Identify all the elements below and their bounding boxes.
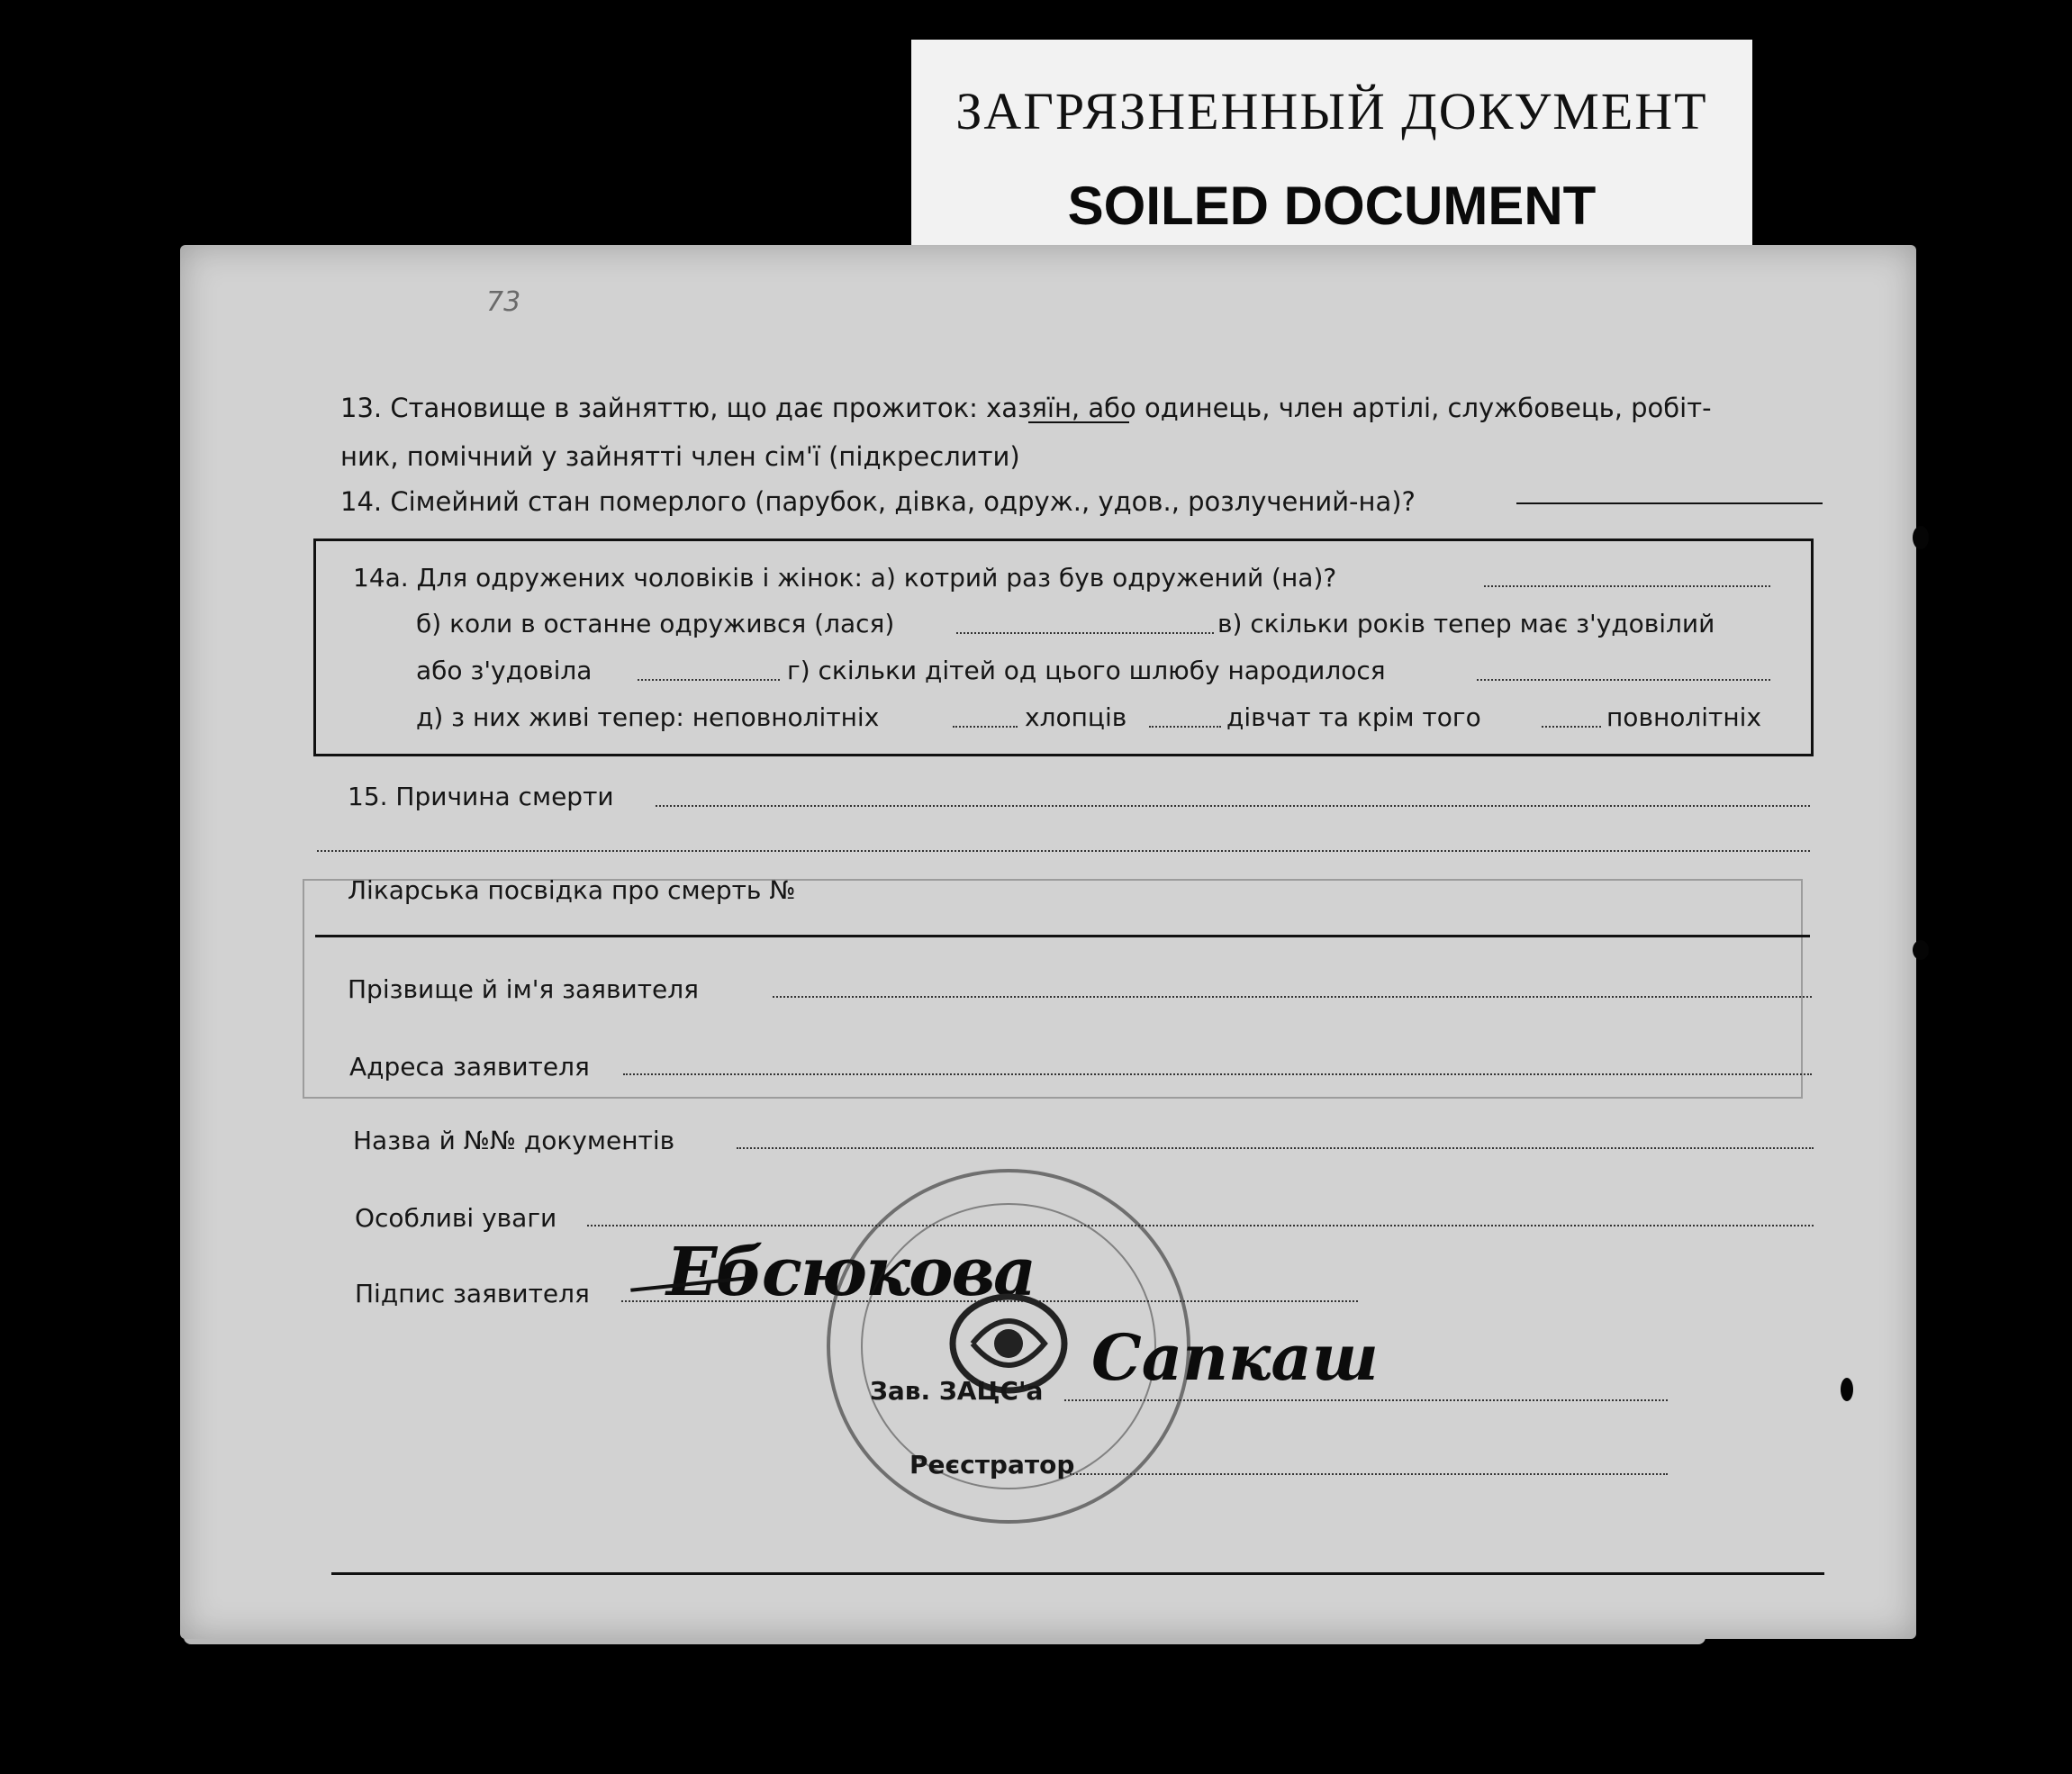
head-signature: Сапкаш: [1091, 1320, 1379, 1395]
cause-of-death-field: [656, 805, 1810, 807]
label-english: SOILED DOCUMENT: [1067, 176, 1597, 236]
applicant-address-field: [623, 1073, 1812, 1075]
item-14a-minors-field: [953, 726, 1018, 728]
ink-blot: [1913, 940, 1929, 960]
applicant-name-label: Прізвище й ім'я заявителя: [348, 974, 700, 1004]
label-russian: ЗАГРЯЗНЕННЫЙ ДОКУМЕНТ: [955, 82, 1708, 140]
khazyain-underline: [1028, 421, 1129, 423]
corner-note: 73: [486, 286, 521, 318]
item-14a-girls-label: дівчат та крім того: [1226, 702, 1481, 732]
cause-of-death-field-2: [317, 850, 1810, 852]
applicant-signature: Ебсюкова: [666, 1234, 1035, 1311]
soiled-document-label: [911, 40, 1752, 249]
special-notes-label: Особливі уваги: [355, 1203, 557, 1233]
item-14-answer-line: [1516, 502, 1823, 504]
applicant-address-label: Адреса заявителя: [349, 1052, 590, 1082]
item-14a-v-label: в) скільки років тепер має з'удовілий: [1217, 609, 1715, 638]
documents-label: Назва й №№ документів: [353, 1126, 675, 1155]
registrar-field: [1070, 1473, 1668, 1475]
item-14a-g-label: г) скільки дітей од цього шлюбу народилося: [787, 656, 1386, 685]
item-13-line-1: 13. Становище в зайняттю, що дає прожиток: хазяїн, або одинець, член артілі, службовець, робіт-: [340, 393, 1712, 423]
special-notes-field: [587, 1225, 1814, 1226]
item-14a-b-label: б) коли в останне одружився (лася): [416, 609, 895, 638]
item-13-line-2: ник, помічний у зайнятті член сім'ї (підкреслити): [340, 441, 1020, 472]
ink-blot: [1913, 526, 1929, 549]
item-14a-widow-field: [638, 679, 780, 681]
item-14a-g-field: [1477, 679, 1770, 681]
item-14a-d-label: д) з них живі тепер: неповнолітніх: [416, 702, 880, 732]
item-14a-widow-label: або з'удовіла: [416, 656, 593, 685]
medical-certificate-label: Лікарська посвідка про смерть №: [348, 875, 796, 905]
item-14a-adults-label: повнолітніх: [1606, 702, 1762, 732]
documents-field: [737, 1147, 1814, 1149]
item-14a-b-field: [956, 632, 1214, 634]
item-14a-adults-field: [1542, 726, 1601, 728]
head-zags-label: Зав. ЗАЦС'а: [870, 1376, 1044, 1406]
item-14a-boys-field: [1149, 726, 1221, 728]
item-14a-line-1: 14а. Для одружених чоловіків і жінок: а) котрий раз був одружений (на)?: [353, 563, 1337, 593]
item-14a-a-field: [1484, 585, 1770, 587]
item-14a-boys-label: хлопців: [1025, 702, 1127, 732]
registrar-label: Реєстратор: [909, 1450, 1075, 1480]
applicant-signature-label: Підпис заявителя: [355, 1279, 590, 1308]
applicant-name-field: [773, 996, 1812, 998]
item-15-label: 15. Причина смерти: [348, 782, 614, 811]
section-divider-bottom: [331, 1572, 1824, 1575]
item-14-label: 14. Сімейний стан померлого (парубок, дівка, одруж., удов., розлучений-на)?: [340, 486, 1416, 517]
section-divider-1: [315, 935, 1810, 937]
head-zags-field: [1064, 1399, 1668, 1401]
ink-blot: [1841, 1378, 1853, 1401]
